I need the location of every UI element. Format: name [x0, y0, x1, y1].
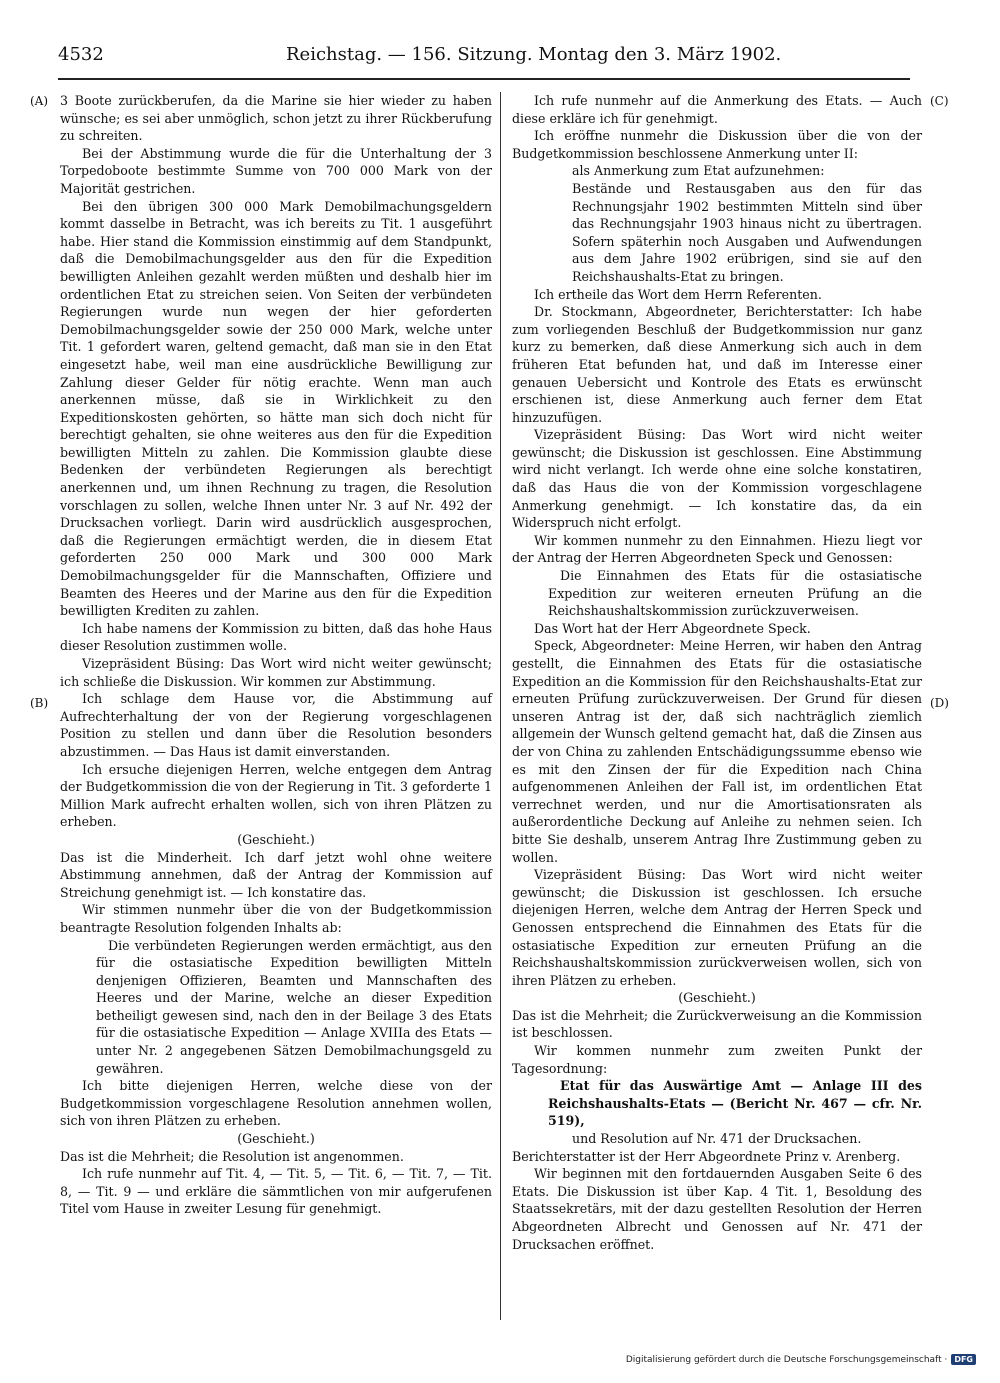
stage-direction: (Geschieht.): [237, 1131, 315, 1147]
paragraph: und Resolution auf Nr. 471 der Drucksachen.: [572, 1131, 862, 1147]
paragraph: Ich bitte diejenigen Herren, welche diese von der Budgetkommission vorgeschlagene Resolution annehmen wollen, sich von ihren Plätzen zu erheben.: [60, 1078, 492, 1129]
header-rule: [58, 78, 910, 80]
paragraph: Wir kommen nunmehr zum zweiten Punkt der Tagesordnung:: [512, 1043, 922, 1076]
paragraph: Dr. Stockmann, Abgeordneter, Berichterstatter: Ich habe zum vorliegenden Beschluß der Budgetkommission nur ganz kurz zu bemerken, daß diese Anmerkung sich auch in dem früheren Etat befunden hat, und daß im Interesse einer genauen Uebersicht und Kontrole des Etats es erwünscht erschienen ist, diese Anmerkung auch ferner dem Etat hinzuzufügen.: [512, 304, 922, 425]
page-header: [58, 44, 910, 74]
paragraph: Ich schlage dem Hause vor, die Abstimmung auf Aufrechterhaltung der von der Regierung vorgeschlagenen Position zu stellen und dann über die Resolution besonders abzustimmen. — Das Haus ist damit einverstanden.: [60, 691, 492, 759]
quoted-annotation: Bestände und Restausgaben aus den für das Rechnungsjahr 1902 bestimmten Mitteln sind über das Rechnungsjahr 1903 hinaus nicht zu übertragen. Sofern späterhin noch Ausgaben und Aufwendungen aus dem Jahre 1902 erübrigen, sind sie auf den Reichshaushalts-Etat zu bringen.: [572, 180, 922, 284]
paragraph: Ich rufe nunmehr auf die Anmerkung des Etats. — Auch diese erkläre ich für genehmigt.: [512, 93, 922, 126]
paragraph: Wir beginnen mit den fortdauernden Ausgaben Seite 6 des Etats. Die Diskussion ist über Kap. 4 Tit. 1, Besoldung des Staatssekretärs, mit der dazu gestellten Resolution der Herren Abgeordneten Albrecht und Genossen auf Nr. 471 der Drucksachen eröffnet.: [512, 1166, 922, 1252]
paragraph: Das ist die Mehrheit; die Zurückverweisung an die Kommission ist beschlossen.: [512, 1007, 922, 1041]
quoted-resolution: Die verbündeten Regierungen werden ermächtigt, aus den für die ostasiatische Expedition bewilligten Mitteln denjenigen Offizieren, Beamten und Mannschaften des Heeres und der Marine, welche an dieser Expedition betheiligt gewesen sind, nach den in der Beilage 3 des Etats für die ostasiatische Expedition — Anlage XVIIIa des Etats — unter Nr. 2 angegebenen Sätzen Demobilmachungsgeld zu gewähren.: [96, 937, 492, 1076]
paragraph: Berichterstatter ist der Herr Abgeordnete Prinz v. Arenberg.: [512, 1148, 901, 1164]
paragraph: als Anmerkung zum Etat aufzunehmen:: [572, 163, 825, 179]
paragraph: Das ist die Mehrheit; die Resolution ist angenommen.: [60, 1148, 404, 1164]
paragraph: Vizepräsident Büsing: Das Wort wird nicht weiter gewünscht; die Diskussion ist geschlossen. Ich ersuche diejenigen Herren, welche dem Antrag der Herren Speck und Genossen entsprechend die Einnahmen des Etats für die ostasiatische Expedition zur erneuten Prüfung an die Reichshaushaltskommission zurückverweisen wollen, sich von ihren Plätzen zu erheben.: [512, 867, 922, 988]
paragraph: Wir stimmen nunmehr über die von der Budgetkommission beantragte Resolution folgenden Inhalts ab:: [60, 902, 492, 935]
running-title: Reichstag. — 156. Sitzung. Montag den 3. März 1902.: [286, 44, 782, 65]
paragraph: Das ist die Minderheit. Ich darf jetzt wohl ohne weitere Abstimmung annehmen, daß der Antrag der Kommission auf Streichung genehmigt ist. — Ich konstatire das.: [60, 849, 492, 900]
margin-marker-d: (D): [930, 696, 949, 710]
footer-credit: [626, 1354, 976, 1365]
paragraph: 3 Boote zurückberufen, da die Marine sie hier wieder zu haben wünsche; es sei aber unmöglich, schon jetzt zu ihrer Rückberufung zu schreiten.: [60, 93, 492, 144]
footer-text: Digitalisierung gefördert durch die Deutsche Forschungsgemeinschaft ·: [625, 1354, 948, 1365]
paragraph: Ich habe namens der Kommission zu bitten, daß das hohe Haus dieser Resolution zustimmen wolle.: [60, 620, 492, 654]
paragraph: Speck, Abgeordneter: Meine Herren, wir haben den Antrag gestellt, die Einnahmen des Etats für die ostasiatische Expedition an die Kommission für den Reichshaushalts-Etat zur erneuten Prüfung zurückzuverweisen. Der Grund für diesen unseren Antrag ist der, daß sich nachträglich ziemlich allgemein der Wunsch geltend gemacht hat, daß die Zinsen aus der von China zu zahlenden Entschädigungssumme ebenso wie es mit den Zinsen der für die Expedition nach China aufgenommenen Anleihen der Fall ist, im ordentlichen Etat verrechnet werden, und nur die Amortisationsraten als außerordentliche Deckung auf Anleihe zu nehmen seien. Ich bitte Sie deshalb, unserem Antrag Ihre Zustimmung geben zu wollen.: [512, 638, 922, 865]
margin-marker-c: (C): [930, 94, 949, 108]
margin-marker-b: (B): [30, 696, 49, 710]
paragraph: Vizepräsident Büsing: Das Wort wird nicht weiter gewünscht; die Diskussion ist geschlossen. Eine Abstimmung wird nicht verlangt. Ich werde ohne eine solche konstatiren, daß das Haus die von der Kommission vorgeschlagene Anmerkung genehmigt. — Ich konstatire das, da ein Widerspruch nicht erfolgt.: [512, 427, 922, 531]
left-column: [60, 92, 492, 1218]
paragraph: Ich rufe nunmehr auf Tit. 4, — Tit. 5, — Tit. 6, — Tit. 7, — Tit. 8, — Tit. 9 — und erkläre die sämmtlichen von mir aufgerufenen Titel vom Hause in zweiter Lesung für genehmigt.: [60, 1166, 492, 1217]
paragraph: Wir kommen nunmehr zu den Einnahmen. Hiezu liegt vor der Antrag der Herren Abgeordneten Speck und Genossen:: [512, 532, 922, 566]
paragraph: Ich eröffne nunmehr die Diskussion über die von der Budgetkommission beschlossene Anmerkung unter II:: [512, 128, 922, 161]
right-column: [512, 92, 922, 1253]
column-divider: [500, 92, 501, 1320]
stage-direction: (Geschieht.): [237, 831, 315, 847]
paragraph: Das Wort hat der Herr Abgeordnete Speck.: [534, 620, 811, 636]
margin-marker-a: (A): [30, 94, 49, 108]
agenda-item: Etat für das Auswärtige Amt — Anlage III des Reichshaushalts-Etats — (Bericht Nr. 467 — cfr. Nr. 519),: [548, 1078, 922, 1129]
paragraph: Bei der Abstimmung wurde die für die Unterhaltung der 3 Torpedoboote bestimmte Summe von 700 000 Mark von der Majorität gestrichen.: [60, 145, 492, 196]
quoted-motion: Die Einnahmen des Etats für die ostasiatische Expedition zur weiteren erneuten Prüfung an die Reichshaushaltskommission zurückzuverweisen.: [548, 568, 922, 619]
paragraph: Vizepräsident Büsing: Das Wort wird nicht weiter gewünscht; ich schließe die Diskussion. Wir kommen zur Abstimmung.: [60, 656, 492, 689]
stage-direction: (Geschieht.): [678, 990, 756, 1006]
page-number: 4532: [58, 44, 104, 65]
dfg-logo: DFG: [951, 1354, 976, 1365]
paragraph: Ich ersuche diejenigen Herren, welche entgegen dem Antrag der Budgetkommission die von der Regierung in Tit. 3 geforderte 1 Million Mark aufrecht erhalten wollen, sich von ihren Plätzen zu erheben.: [60, 761, 492, 830]
paragraph: Ich ertheile das Wort dem Herrn Referenten.: [534, 286, 822, 302]
paragraph: Bei den übrigen 300 000 Mark Demobilmachungsgeldern kommt dasselbe in Betracht, was ich bereits zu Tit. 1 ausgeführt habe. Hier stand die Kommission einstimmig auf dem Standpunkt, daß die Demobilmachungsgelder aus den für die Expedition bewilligten Anleihen gezahlt werden müßten und deshalb hier im ordentlichen Etat zu streichen seien. Von Seiten der verbündeten Regierungen wurde nun wegen der hier geforderten Demobilmachungsgelder sowie der 250 000 Mark, welche unter Tit. 1 gefordert waren, geltend gemacht, daß man sie in den Etat eingesetzt habe, weil man eine ausdrückliche Bewilligung zur Zahlung dieser Gelder für nötig erachte. Wenn man auch anerkennen müsse, daß sie in Wirklichkeit zu den Expeditionskosten gehörten, so hätte man sich doch nicht für berechtigt gehalten, sie ohne weiteres aus den für die Expedition bewilligten Mitteln zu zahlen. Die Kommission glaubte diese Bedenken der verbündeten Regierungen als berechtigt anerkennen und, um ihnen Rechnung zu tragen, die Resolution vorschlagen zu sollen, welche Ihnen unter Nr. 3 auf Nr. 492 der Drucksachen vorliegt. Darin wird ausdrücklich ausgesprochen, daß die Regierungen ermächtigt werden, die in diesem Etat geforderten 250 000 Mark und 300 000 Mark Demobilmachungsgelder für die Mannschaften, Offiziere und Beamten des Heeres und der Marine aus den für die Expedition bewilligten Krediten zu zahlen.: [60, 198, 492, 619]
